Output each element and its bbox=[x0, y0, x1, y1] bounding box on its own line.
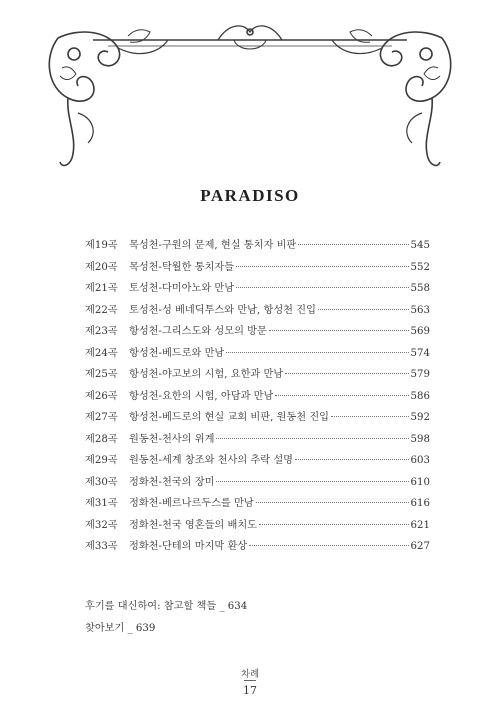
toc-chapter-number: 제27곡 bbox=[85, 412, 118, 423]
toc-dot-leader bbox=[216, 481, 408, 482]
toc-chapter-number: 제28곡 bbox=[85, 433, 118, 445]
table-of-contents bbox=[85, 236, 430, 559]
toc-chapter-number: 제26곡 bbox=[85, 390, 118, 402]
toc-entry[interactable] bbox=[85, 258, 430, 280]
toc-page-number: 569 bbox=[410, 326, 430, 337]
toc-chapter-number: 제19곡 bbox=[85, 240, 118, 251]
toc-chapter-title: 항성천-베드로와 만남 bbox=[129, 347, 225, 359]
index-entry[interactable]: 찾아보기 _ 639 bbox=[85, 623, 156, 634]
toc-dot-leader bbox=[331, 416, 409, 417]
toc-entry[interactable] bbox=[85, 473, 430, 495]
toc-entry[interactable] bbox=[85, 516, 430, 538]
toc-chapter-title: 정화천-천국의 장미 bbox=[129, 476, 215, 488]
toc-chapter-title: 토성천-다미아노와 만남 bbox=[129, 283, 235, 294]
toc-page-number: 579 bbox=[410, 369, 430, 380]
toc-chapter-title: 항성천-그리스도와 성모의 방문 bbox=[129, 326, 267, 337]
toc-chapter-number: 제31곡 bbox=[85, 498, 118, 509]
toc-dot-leader bbox=[216, 438, 408, 439]
toc-dot-leader bbox=[275, 395, 408, 396]
toc-page-number: 563 bbox=[410, 304, 430, 316]
toc-chapter-title: 토성천-성 베네딕투스와 만남, 항성천 진입 bbox=[129, 304, 316, 316]
toc-page-number: 627 bbox=[410, 541, 430, 552]
toc-chapter-title: 항성천-야고보의 시험, 요한과 만남 bbox=[129, 369, 284, 380]
toc-chapter-title: 원동천-천사의 위계 bbox=[129, 433, 215, 445]
toc-chapter-title: 항성천-요한의 시험, 아담과 만남 bbox=[129, 390, 274, 402]
toc-entry[interactable] bbox=[85, 408, 430, 430]
toc-page-number: 574 bbox=[410, 347, 430, 359]
toc-dot-leader bbox=[298, 244, 408, 245]
toc-chapter-title: 정화천-베르나르두스를 만남 bbox=[129, 498, 254, 509]
afterword-entry[interactable]: 후기를 대신하여: 참고할 책들 _ 634 bbox=[85, 601, 248, 612]
section-title: PARADISO bbox=[200, 186, 300, 205]
toc-chapter-title: 목성천-탁월한 통치자들 bbox=[129, 261, 235, 273]
toc-entry[interactable] bbox=[85, 430, 430, 452]
toc-chapter-number: 제21곡 bbox=[85, 283, 118, 294]
toc-page-number: 586 bbox=[410, 390, 430, 402]
toc-page-number: 610 bbox=[410, 476, 430, 488]
toc-chapter-title: 정화천-천국 영혼들의 배치도 bbox=[129, 519, 258, 531]
toc-dot-leader bbox=[295, 459, 409, 460]
toc-entry[interactable] bbox=[85, 279, 430, 301]
toc-entry[interactable] bbox=[85, 322, 430, 344]
toc-entry[interactable] bbox=[85, 451, 430, 473]
toc-page-number: 552 bbox=[410, 261, 430, 273]
toc-chapter-title: 목성천-구원의 문제, 현실 통치자 비판 bbox=[129, 240, 297, 251]
toc-entry[interactable] bbox=[85, 494, 430, 516]
toc-dot-leader bbox=[259, 524, 409, 525]
toc-dot-leader bbox=[256, 502, 409, 503]
toc-page-number: 598 bbox=[410, 433, 430, 445]
toc-page-number: 603 bbox=[410, 455, 430, 466]
toc-entry[interactable] bbox=[85, 537, 430, 559]
toc-chapter-number: 제24곡 bbox=[85, 347, 118, 359]
toc-page-number: 545 bbox=[410, 240, 430, 251]
footer-divider bbox=[244, 680, 256, 681]
toc-dot-leader bbox=[285, 373, 408, 374]
toc-chapter-number: 제22곡 bbox=[85, 304, 118, 316]
toc-entry[interactable] bbox=[85, 387, 430, 409]
toc-chapter-number: 제30곡 bbox=[85, 476, 118, 488]
footer-label: 차례 bbox=[240, 669, 260, 680]
toc-page-number: 621 bbox=[410, 519, 430, 531]
toc-chapter-title: 정화천-단테의 마지막 환상 bbox=[129, 541, 248, 552]
toc-entry[interactable] bbox=[85, 344, 430, 366]
toc-chapter-title: 원동천-세계 창조와 천사의 추락 설명 bbox=[129, 455, 294, 466]
toc-dot-leader bbox=[236, 287, 408, 288]
toc-chapter-number: 제20곡 bbox=[85, 261, 118, 273]
toc-entry[interactable] bbox=[85, 365, 430, 387]
toc-entry[interactable] bbox=[85, 301, 430, 323]
toc-chapter-number: 제33곡 bbox=[85, 541, 118, 552]
toc-dot-leader bbox=[226, 352, 408, 353]
toc-entry[interactable] bbox=[85, 236, 430, 258]
toc-chapter-title: 항성천-베드로의 현실 교회 비판, 원동천 진입 bbox=[129, 412, 330, 423]
toc-page-number: 616 bbox=[410, 498, 430, 509]
toc-chapter-number: 제23곡 bbox=[85, 326, 118, 337]
toc-dot-leader bbox=[318, 309, 409, 310]
toc-page-number: 592 bbox=[410, 412, 430, 423]
toc-dot-leader bbox=[249, 545, 408, 546]
toc-dot-leader bbox=[236, 266, 408, 267]
toc-chapter-number: 제25곡 bbox=[85, 369, 118, 380]
page-number: 17 bbox=[243, 684, 257, 697]
toc-dot-leader bbox=[269, 330, 409, 331]
toc-page-number: 558 bbox=[410, 283, 430, 294]
toc-chapter-number: 제29곡 bbox=[85, 455, 118, 466]
decorative-ornament bbox=[38, 18, 462, 168]
toc-chapter-number: 제32곡 bbox=[85, 519, 118, 531]
